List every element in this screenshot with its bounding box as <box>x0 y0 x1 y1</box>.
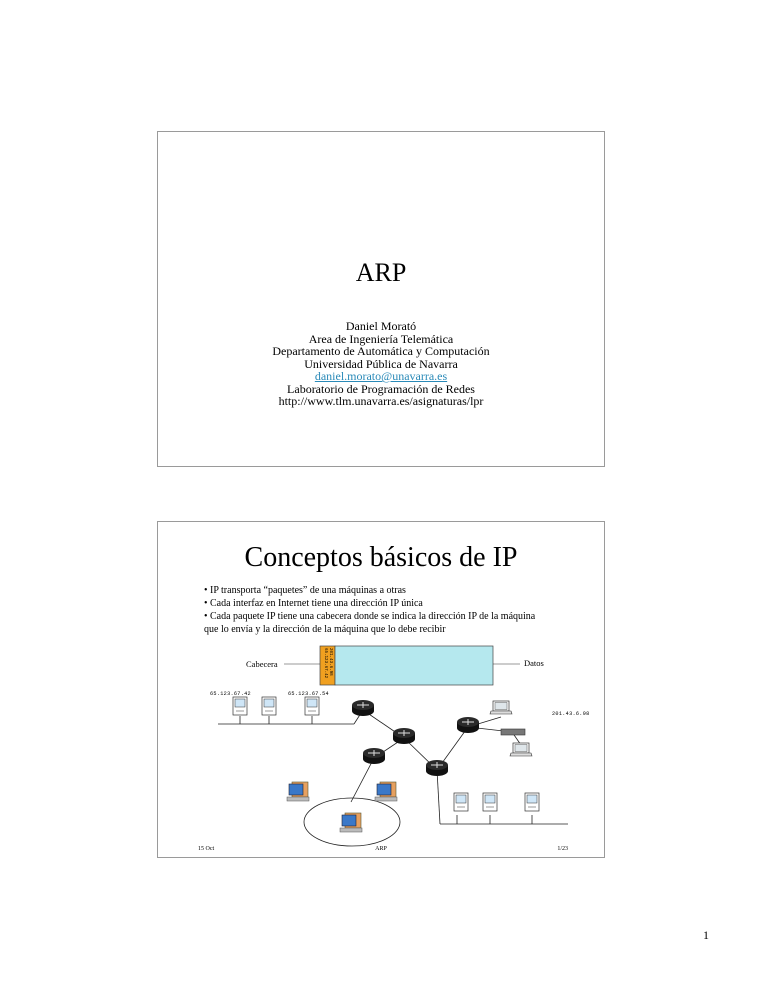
footer-page: 1/23 <box>557 846 568 852</box>
bullet-item: • IP transporta “paquetes” de una máquinas a otras <box>204 585 406 596</box>
host-address: 201.43.6.98 <box>552 711 590 717</box>
author-area: Area de Ingeniería Telemática <box>308 331 454 346</box>
desktop-pc-icon <box>375 782 397 801</box>
desktop-pc-icon <box>340 813 362 832</box>
ip-packet <box>246 646 544 685</box>
data-label: Datos <box>524 658 544 668</box>
author-department: Departamento de Automática y Computación <box>272 344 490 358</box>
router-icon <box>352 700 374 716</box>
switch-icon <box>501 729 525 735</box>
packet-dst-addr: 201.43.6.98 <box>328 648 332 676</box>
computer-icon <box>233 697 247 715</box>
header-label: Cabecera <box>246 659 278 669</box>
slide-title-heading: ARP <box>355 258 407 287</box>
lab-name: Laboratorio de Programación de Redes <box>287 381 475 396</box>
computer-icon <box>483 793 497 811</box>
laptop-icon <box>510 743 532 756</box>
packet-src-addr: 65.123.67.42 <box>323 648 327 679</box>
host-address: 65.123.67.42 <box>210 691 251 697</box>
computer-icon <box>262 697 276 715</box>
desktop-pc-icon <box>287 782 309 801</box>
host-address: 65.123.67.54 <box>288 691 329 697</box>
computer-icon <box>454 793 468 811</box>
packet-data <box>335 646 493 685</box>
computer-icon <box>525 793 539 811</box>
slide-heading: Conceptos básicos de IP <box>244 542 518 573</box>
author-name: Daniel Morató <box>345 319 417 333</box>
router-icon <box>426 760 448 776</box>
router-icon <box>393 728 415 744</box>
router-icon <box>363 748 385 764</box>
course-url: http://www.tlm.unavarra.es/asignaturas/lpr <box>278 394 484 408</box>
author-email-link[interactable]: daniel.morato@unavarra.es <box>314 369 448 383</box>
computer-icon <box>305 697 319 715</box>
page-number: 1 <box>703 928 709 942</box>
laptop-icon <box>490 701 512 714</box>
bullet-item: que lo envía y la dirección de la máquina que lo debe recibir <box>204 624 446 635</box>
router-icon <box>457 717 479 733</box>
network-diagram <box>158 522 604 857</box>
bullet-item: • Cada paquete IP tiene una cabecera donde se indica la dirección IP de la máquina <box>204 611 536 622</box>
footer-date: 15 Oct <box>198 846 215 852</box>
footer-title: ARP <box>375 846 387 852</box>
slide-title <box>157 131 605 467</box>
bullet-item: • Cada interfaz en Internet tiene una dirección IP única <box>204 598 423 609</box>
author-university: Universidad Pública de Navarra <box>304 356 458 371</box>
slide-ip-concepts <box>157 521 605 858</box>
author-info <box>158 320 604 408</box>
